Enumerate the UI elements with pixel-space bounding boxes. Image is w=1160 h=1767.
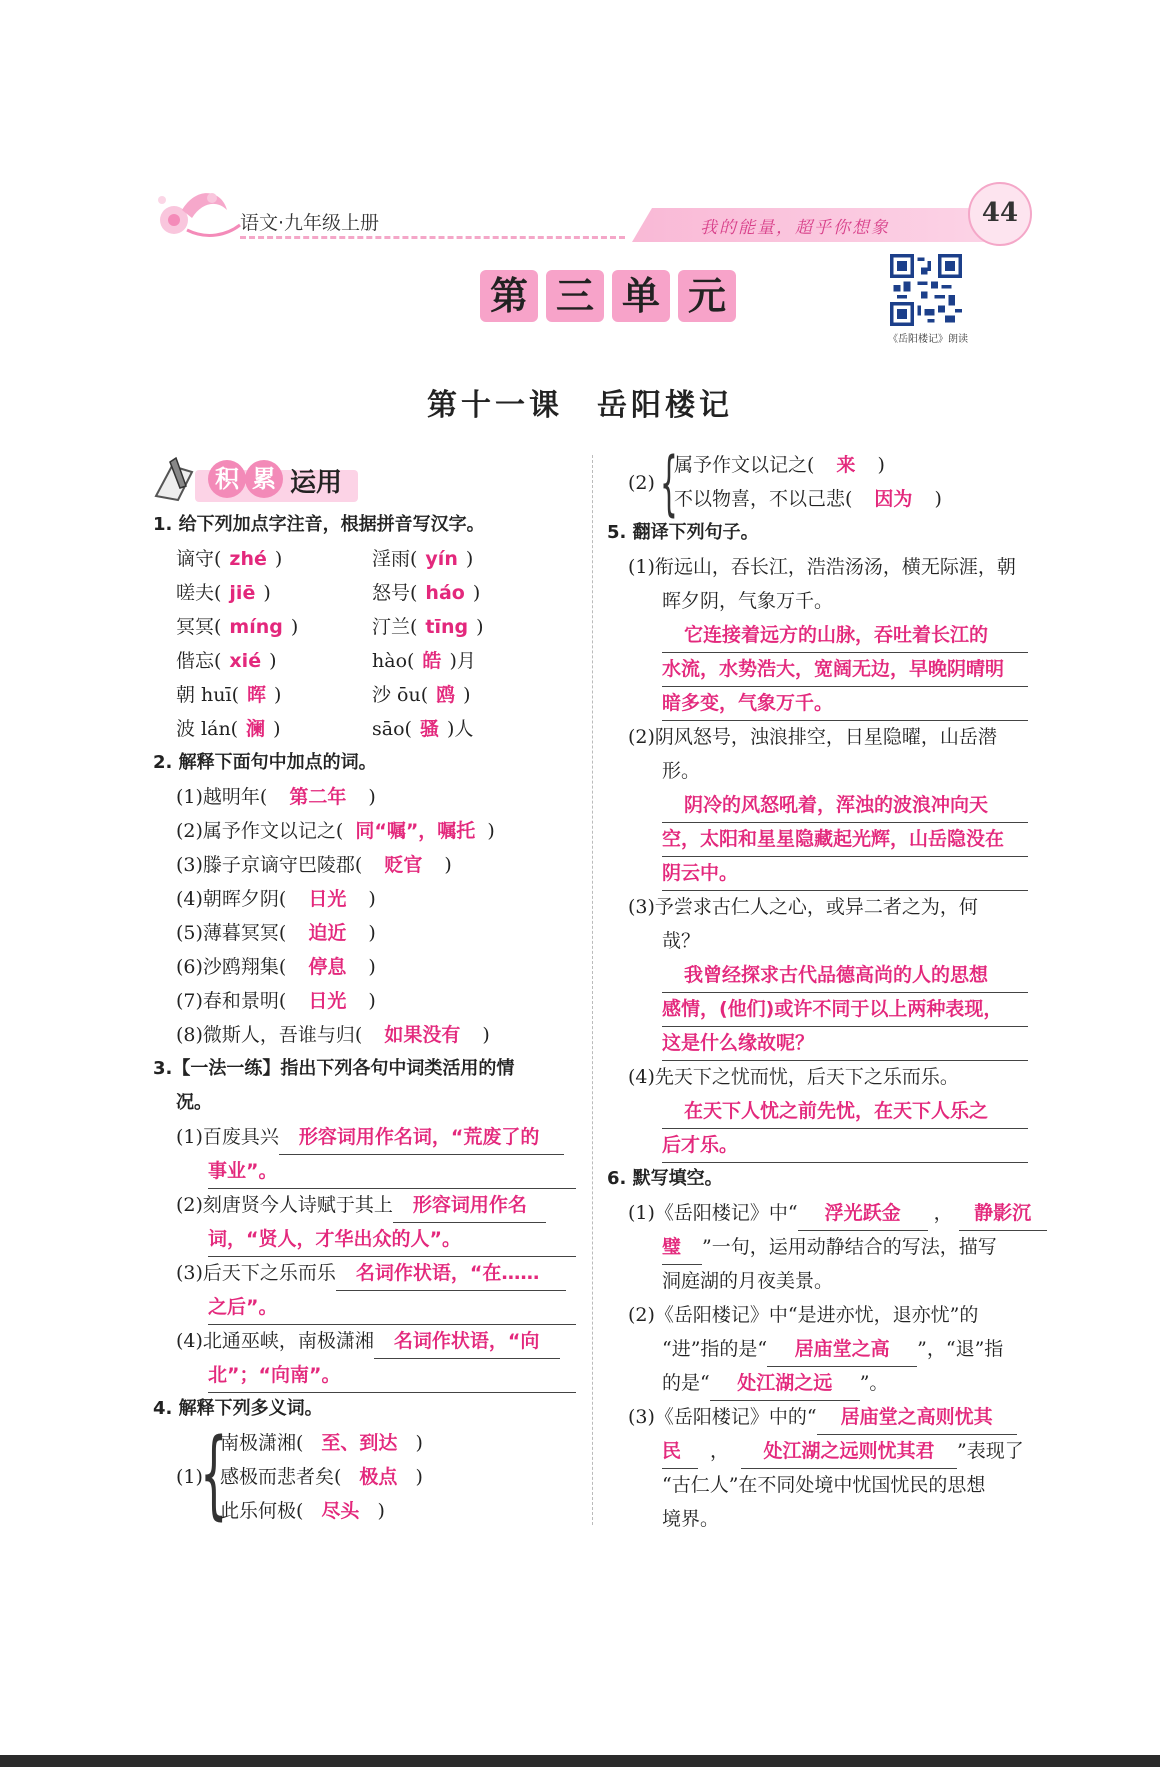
q6-item-3-cont: “古仁人”在不同处境中忧国忧民的思想 <box>662 1474 986 1496</box>
q1-item: 汀兰( tīng ) <box>372 616 484 638</box>
q5-answer: 这是什么缘故呢？ <box>662 1026 1028 1061</box>
q3-item: (3)后天下之乐而乐 名词作状语，“在…… <box>176 1256 566 1291</box>
q6-item-1-cont: 洞庭湖的月夜美景。 <box>662 1270 834 1292</box>
q1-item: sāo( 骚 )人 <box>372 718 474 740</box>
q2-item: (4)朝晖夕阴( 日光 ) <box>176 888 376 910</box>
q5-answer: 空，太阳和星星隐藏起光辉，山岳隐没在 <box>662 822 1028 857</box>
q2-item: (1)越明年( 第二年 ) <box>176 786 376 808</box>
question-2-title: 2. 解释下面句中加点的词。 <box>153 752 377 773</box>
qr-caption: 《岳阳楼记》朗读 <box>888 334 968 345</box>
brace-icon: { <box>660 442 678 524</box>
q1-item: 沙 ōu( 鸥 ) <box>372 684 471 706</box>
q2-item: (6)沙鸥翔集( 停息 ) <box>176 956 376 978</box>
unit-title-char: 第 <box>480 270 538 322</box>
q5-question: 形。 <box>662 760 701 782</box>
q1-item: 谪守( zhé ) <box>176 548 283 570</box>
q5-answer: 水流，水势浩大，宽阔无边，早晚阴晴明 <box>662 652 1028 687</box>
q1-item: 波 lán( 澜 ) <box>176 718 281 740</box>
column-divider <box>592 455 593 1525</box>
q6-item-1-cont: 璧 ”一句，运用动静结合的写法，描写 <box>662 1230 997 1265</box>
q3-item-cont: 词，“贤人，才华出众的人”。 <box>208 1222 576 1257</box>
q2-item: (7)春和景明( 日光 ) <box>176 990 376 1012</box>
q4-group-label: (2) <box>628 472 655 494</box>
q5-question: 晖夕阴，气象万千。 <box>662 590 834 612</box>
question-6-title: 6. 默写填空。 <box>607 1168 723 1189</box>
q2-item: (3)滕子京谪守巴陵郡( 贬官 ) <box>176 854 452 876</box>
q4-item: 感极而悲者矣( 极点 ) <box>220 1466 423 1488</box>
q6-item-2: (2)《岳阳楼记》中“是进亦忧，退亦忧”的 <box>628 1304 979 1326</box>
header-slogan: 我的能量，超乎你想象 <box>700 218 890 238</box>
q5-question: (2)阴风怒号，浊浪排空，日星隐曜，山岳潜 <box>628 726 997 748</box>
q2-item: (5)薄暮冥冥( 迫近 ) <box>176 922 376 944</box>
q3-item: (2)刻唐贤今人诗赋于其上 形容词用作名 <box>176 1188 546 1223</box>
q5-answer: 阴冷的风怒吼着，浑浊的波浪冲向天 <box>662 788 1028 823</box>
qr-code-icon[interactable] <box>890 254 962 326</box>
bottom-edge <box>0 1755 1160 1767</box>
q4-item: 不以物喜，不以己悲( 因为 ) <box>674 488 942 510</box>
q6-item-2-cont: “进”指的是“ 居庙堂之高 ”，“退”指 <box>662 1332 1003 1367</box>
q5-question: 哉？ <box>662 930 701 952</box>
unit-title-char: 单 <box>612 270 670 322</box>
q5-question: (4)先天下之忧而忧，后天下之乐而乐。 <box>628 1066 959 1088</box>
question-3-title: 3.【一法一练】指出下列各句中词类活用的情 <box>153 1058 515 1079</box>
q3-item: (4)北通巫峡，南极潇湘 名词作状语，“向 <box>176 1324 560 1359</box>
unit-title <box>480 270 736 322</box>
section-bubble: 累 <box>245 460 283 498</box>
q6-item-3-cont: 民 ， 处江湖之远则忧其君 ”表现了 <box>662 1434 1024 1469</box>
brace-icon: { <box>200 1418 228 1530</box>
q5-answer: 暗多变，气象万千。 <box>662 686 1028 721</box>
page-number: 44 <box>968 182 1032 246</box>
unit-title-char: 元 <box>678 270 736 322</box>
q4-group-label: (1) <box>176 1466 203 1488</box>
question-3-title-cont: 况。 <box>176 1092 212 1113</box>
q1-item: 淫雨( yín ) <box>372 548 474 570</box>
q6-item-3: (3)《岳阳楼记》中的“ 居庙堂之高则忧其 <box>628 1400 1017 1435</box>
section-title: 运用 <box>290 468 343 498</box>
q5-answer: 我曾经探求古代品德高尚的人的思想 <box>662 958 1028 993</box>
lesson-title: 第十一课 岳阳楼记 <box>427 388 733 423</box>
q4-item: 南极潇湘( 至、到达 ) <box>220 1432 423 1454</box>
q3-item-cont: 之后”。 <box>208 1290 576 1325</box>
q1-item: 冥冥( míng ) <box>176 616 299 638</box>
q1-item: 怒号( háo ) <box>372 582 481 604</box>
q1-item: hào( 皓 )月 <box>372 650 476 672</box>
q5-question: (3)予尝求古仁人之心，或异二者之为，何 <box>628 896 978 918</box>
q3-item: (1)百废具兴 形容词用作名词，“荒废了的 <box>176 1120 564 1155</box>
q5-question: (1)衔远山，吞长江，浩浩汤汤，横无际涯，朝 <box>628 556 1016 578</box>
q4-item: 此乐何极( 尽头 ) <box>220 1500 385 1522</box>
q2-item: (8)微斯人，吾谁与归( 如果没有 ) <box>176 1024 490 1046</box>
q5-answer: 在天下人忧之前先忧，在天下人乐之 <box>662 1094 1028 1129</box>
q2-item: (2)属予作文以记之( 同“嘱”，嘱托 ) <box>176 820 495 842</box>
q5-answer: 它连接着远方的山脉，吞吐着长江的 <box>662 618 1028 653</box>
book-title: 语文·九年级上册 <box>240 212 380 234</box>
q4-item: 属予作文以记之( 来 ) <box>674 454 885 476</box>
header-divider <box>240 236 625 239</box>
q5-answer: 后才乐。 <box>662 1128 1028 1163</box>
q6-item-3-cont: 境界。 <box>662 1508 720 1530</box>
q1-item: 偕忘( xié ) <box>176 650 277 672</box>
question-1-title: 1. 给下列加点字注音，根据拼音写汉字。 <box>153 514 485 535</box>
question-5-title: 5. 翻译下列句子。 <box>607 522 759 543</box>
q1-item: 嗟夫( jiē ) <box>176 582 271 604</box>
q6-item-2-cont: 的是“ 处江湖之远 ”。 <box>662 1366 888 1401</box>
section-bubble: 积 <box>208 460 246 498</box>
q5-answer: 阴云中。 <box>662 856 1028 891</box>
q3-item-cont: 北”；“向南”。 <box>208 1358 576 1393</box>
question-4-title: 4. 解释下列多义词。 <box>153 1398 323 1419</box>
q3-item-cont: 事业”。 <box>208 1154 576 1189</box>
q6-item-1: (1)《岳阳楼记》中“ 浮光跃金 ， 静影沉 <box>628 1196 1047 1231</box>
q5-answer: 感情，(他们)或许不同于以上两种表现， <box>662 992 1028 1027</box>
unit-title-char: 三 <box>546 270 604 322</box>
q1-item: 朝 huī( 晖 ) <box>176 684 282 706</box>
flower-ornament-icon <box>152 180 242 250</box>
